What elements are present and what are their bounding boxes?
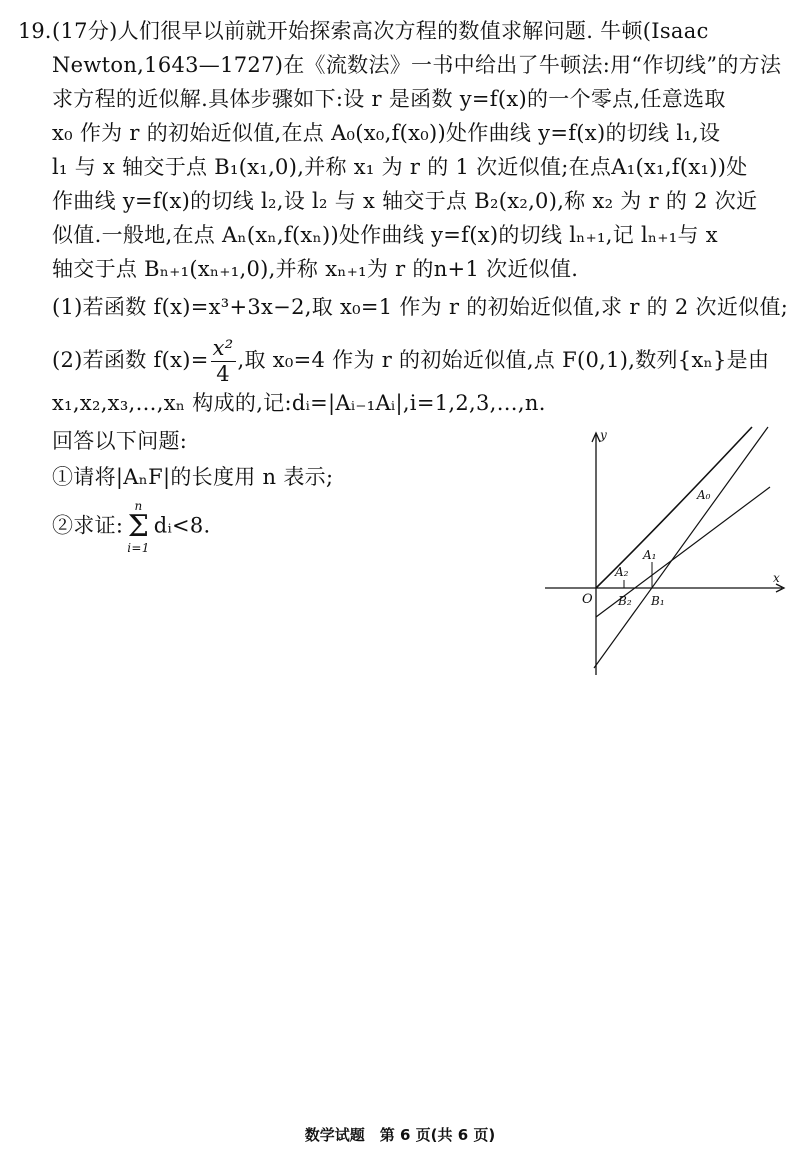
sigma-glyph: Σ (127, 509, 150, 544)
intro-line-4: x₀ 作为 r 的初始近似值,在点 A₀(x₀,f(x₀))处作曲线 y=f(x)的切线 l₁,设 (52, 121, 721, 145)
origin-label: O (582, 592, 593, 607)
page-footer: 数学试题 第 6 页(共 6 页) (304, 1126, 496, 1144)
newton-method-figure (540, 425, 790, 685)
point-b1-label: B₁ (651, 594, 665, 608)
intro-text-1: 人们很早以前就开始探索高次方程的数值求解问题. 牛顿(Isaac (117, 19, 709, 43)
part2-line (52, 338, 788, 385)
intro-line-3: 求方程的近似解.具体步骤如下:设 r 是函数 y=f(x)的一个零点,任意选取 (52, 87, 726, 111)
tangent-line-l1 (594, 427, 768, 668)
y-axis-label: y (600, 428, 607, 442)
part2-definition-line: x₁,x₂,x₃,…,xₙ 构成的,记:dᵢ=|Aᵢ₋₁Aᵢ|,i=1,2,3,…,n. (52, 391, 546, 415)
sub2-text-b: dᵢ<8. (153, 513, 211, 538)
question-number: 19. (18, 19, 52, 43)
point-a2-label: A₂ (615, 565, 629, 579)
intro-line-2: Newton,1643—1727)在《流数法》一书中给出了牛顿法:用“作切线”的方法 (52, 53, 782, 77)
question-score: (17分) (52, 19, 118, 43)
part1-line: (1)若函数 f(x)=x³+3x−2,取 x₀=1 作为 r 的初始近似值,求 r 的 2 次近似值; (52, 295, 789, 319)
sum-upper-limit: n (134, 499, 143, 513)
sub2-text-a: ②求证: (52, 513, 124, 538)
part2-fraction (211, 338, 236, 385)
part2-text-a: (2)若函数 f(x)= (52, 348, 209, 372)
point-a0-label: A₀ (697, 488, 711, 502)
fraction-numerator: x² (212, 336, 234, 360)
summation-symbol (127, 500, 149, 554)
intro-line-8: 轴交于点 Bₙ₊₁(xₙ₊₁,0),并称 xₙ₊₁为 r 的n+1 次近似值. (52, 257, 579, 281)
subquestion-1: ①请将|AₙF|的长度用 n 表示; (52, 465, 334, 489)
intro-line-1 (52, 14, 788, 48)
intro-line-7: 似值.一般地,在点 Aₙ(xₙ,f(xₙ))处作曲线 y=f(x)的切线 lₙ₊₁,记 lₙ₊₁与 x (52, 223, 718, 247)
fraction-denominator: 4 (216, 362, 230, 386)
part2-text-b: ,取 x₀=4 作为 r 的初始近似值,点 F(0,1),数列{xₙ}是由 (237, 348, 770, 372)
curve-f-of-x (596, 427, 752, 588)
point-b2-label: B₂ (618, 594, 632, 608)
answer-prompt: 回答以下问题: (52, 429, 188, 453)
intro-line-5: l₁ 与 x 轴交于点 B₁(x₁,0),并称 x₁ 为 r 的 1 次近似值;在点A₁(x₁,f(x₁))处 (52, 155, 748, 179)
intro-line-6: 作曲线 y=f(x)的切线 l₂,设 l₂ 与 x 轴交于点 B₂(x₂,0),称 x₂ 为 r 的 2 次近 (52, 189, 758, 213)
x-axis-label: x (773, 571, 780, 585)
point-a1-label: A₁ (643, 548, 657, 562)
sum-lower-limit: i=1 (127, 541, 150, 555)
